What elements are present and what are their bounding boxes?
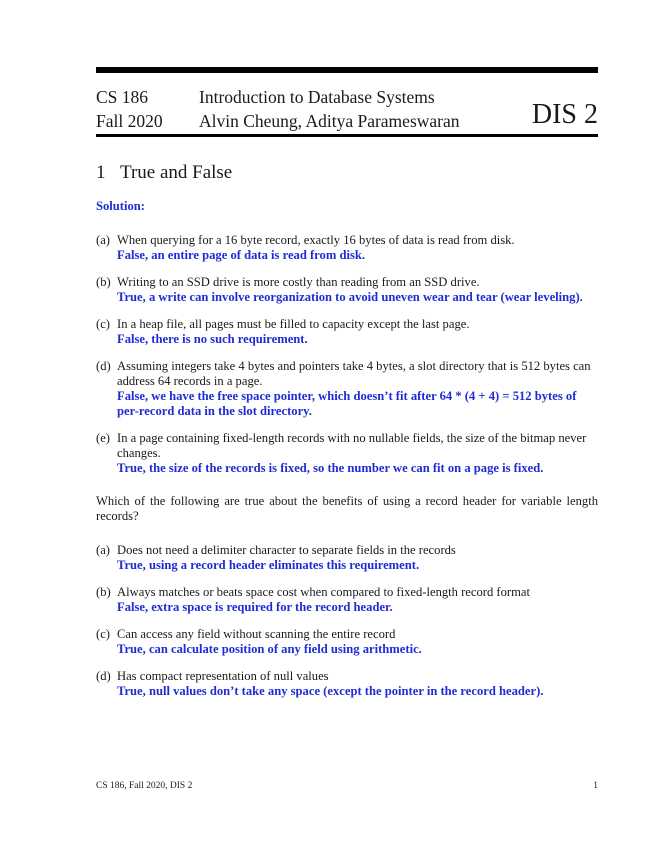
item-letter: (e) bbox=[96, 431, 110, 445]
course-title: Introduction to Database Systems bbox=[199, 87, 435, 107]
answer-text: True, null values don’t take any space (except the pointer in the record header). bbox=[117, 684, 544, 698]
question-text: Has compact representation of null values bbox=[117, 669, 329, 683]
document-id: DIS 2 bbox=[531, 99, 598, 130]
list-item bbox=[96, 669, 598, 699]
item-letter: (b) bbox=[96, 275, 111, 289]
solution-label: Solution: bbox=[96, 199, 145, 213]
item-letter: (c) bbox=[96, 627, 110, 641]
question-text: In a heap file, all pages must be filled to capacity except the last page. bbox=[117, 317, 470, 331]
instructors: Alvin Cheung, Aditya Parameswaran bbox=[199, 111, 460, 131]
answer-text: False, there is no such requirement. bbox=[117, 332, 308, 346]
list-item bbox=[96, 431, 598, 476]
record-header-list bbox=[96, 543, 598, 699]
section-number: 1 bbox=[96, 162, 106, 183]
list-item bbox=[96, 585, 598, 615]
question-text: Always matches or beats space cost when compared to fixed-length record format bbox=[117, 585, 530, 599]
question-text: Can access any field without scanning the entire record bbox=[117, 627, 396, 641]
answer-text: False, extra space is required for the record header. bbox=[117, 600, 393, 614]
header-rule-top bbox=[96, 67, 598, 73]
answer-text: True, the size of the records is fixed, so the number we can fit on a page is fixed. bbox=[117, 461, 544, 475]
list-item bbox=[96, 233, 598, 263]
section-heading bbox=[96, 161, 232, 185]
term: Fall 2020 bbox=[96, 111, 163, 131]
answer-text: True, using a record header eliminates this requirement. bbox=[117, 558, 420, 572]
list-item bbox=[96, 317, 598, 347]
list-item bbox=[96, 359, 598, 419]
list-item bbox=[96, 627, 598, 657]
list-item bbox=[96, 275, 598, 305]
header-rule-bottom bbox=[96, 134, 598, 137]
page-number: 1 bbox=[593, 781, 598, 791]
footer-text: CS 186, Fall 2020, DIS 2 bbox=[96, 781, 193, 791]
question-text: When querying for a 16 byte record, exactly 16 bytes of data is read from disk. bbox=[117, 233, 515, 247]
answer-text: False, we have the free space pointer, which doesn’t fit after 64 * (4 + 4) = 512 bytes of per-record data in the slot directory. bbox=[117, 389, 577, 418]
item-letter: (d) bbox=[96, 359, 111, 373]
section-title: True and False bbox=[120, 162, 233, 183]
solution-content bbox=[96, 199, 598, 711]
answer-text: True, a write can involve reorganization to avoid uneven wear and tear (wear leveling). bbox=[117, 290, 583, 304]
item-letter: (b) bbox=[96, 585, 111, 599]
item-letter: (a) bbox=[96, 543, 110, 557]
answer-text: True, can calculate position of any field using arithmetic. bbox=[117, 642, 422, 656]
question-text: Writing to an SSD drive is more costly than reading from an SSD drive. bbox=[117, 275, 480, 289]
list-item bbox=[96, 543, 598, 573]
item-letter: (a) bbox=[96, 233, 110, 247]
item-letter: (d) bbox=[96, 669, 111, 683]
question-text: Does not need a delimiter character to separate fields in the records bbox=[117, 543, 456, 557]
answer-text: False, an entire page of data is read from disk. bbox=[117, 248, 366, 262]
true-false-list bbox=[96, 233, 598, 476]
item-letter: (c) bbox=[96, 317, 110, 331]
question-text: Assuming integers take 4 bytes and pointers take 4 bytes, a slot directory that is 512 bytes can address 64 records in a page. bbox=[117, 359, 591, 388]
question-text: In a page containing fixed-length records with no nullable fields, the size of the bitmap never changes. bbox=[117, 431, 587, 460]
course-code: CS 186 bbox=[96, 87, 149, 107]
record-header-intro: Which of the following are true about the benefits of using a record header for variable length records? bbox=[96, 494, 598, 523]
